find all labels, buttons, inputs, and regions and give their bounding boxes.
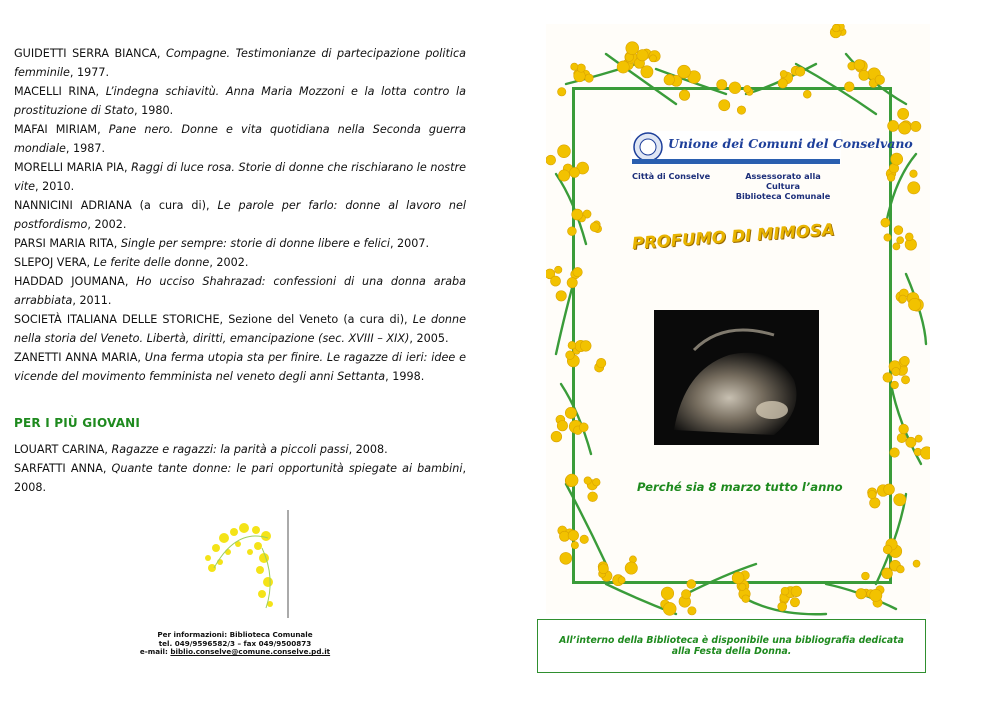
email-prefix: e-mail: [139,647,171,657]
bibliography-entry [14,120,466,158]
entry-year: , 1998. [385,370,425,383]
entry-title: L’indegna schiavitù. Anna Maria Mozzoni e la lotta contro la prostituzione di Stato [14,85,466,117]
bibliography-entry [14,272,466,310]
office-line-2: Biblioteca Comunale [735,191,831,201]
entry-title: Le donne nella storia del Veneto. Libertà, diritti, emancipazione (sec. XVIII – XIX) [14,313,466,345]
entry-year: , 2002. [87,218,127,231]
entry-author: MAFAI MIRIAM, [14,123,109,136]
notice-box [537,619,926,673]
entry-year: , 1987. [65,142,106,155]
cover-photo [654,310,819,445]
entry-year: , 2008. [14,462,466,494]
entry-author: ZANETTI ANNA MARIA, [14,351,145,364]
bibliography-entry [14,158,466,196]
entry-author: SARFATTI ANNA, [14,462,112,475]
bibliography-entry [14,440,466,459]
notice-text: All’interno della Biblioteca è disponibile una bibliografia dedicata alla Festa della Donna. [559,635,904,657]
entry-year: , 1980. [134,104,174,117]
bibliography-entry [14,196,466,234]
entry-title: Quante tante donne: le pari opportunità spiegate ai bambini [111,462,463,475]
entry-author: LOUART CARINA, [14,443,112,456]
entry-author: PARSI MARIA RITA, [14,237,121,250]
entry-title: Ho ucciso Shahrazad: confessioni di una donna araba arrabbiata [14,275,467,307]
entry-author: MORELLI MARIA PIA, [14,161,132,174]
entry-title: Raggi di luce rosa. Storie di donne che rischiarano le nostre vite [14,161,466,193]
bibliography-entry [14,234,466,253]
office-line-1: Assessorato alla Cultura [745,171,821,191]
entry-title: Compagne. Testimonianze di partecipazione politica femminile [14,47,466,79]
entry-author: NANNICINI ADRIANA (a cura di), [14,199,218,212]
entry-author: SLEPOJ VERA, [14,256,94,269]
bibliography-entry [14,348,466,386]
entry-title: Le parole per farlo: donne al lavoro nel postfordismo [14,199,466,231]
entry-title: Pane nero. Donne e vita quotidiana nella Seconda guerra mondiale [14,123,467,155]
contact-line-1: Per informazioni: Biblioteca Comunale [157,630,313,639]
entry-year: , 2010. [35,180,75,193]
young-bibliography-list [14,440,466,497]
entry-author: GUIDETTI SERRA BIANCA, [14,47,166,60]
bibliography-entry [14,310,466,348]
union-banner-strip [632,159,840,164]
cover-tagline: Perché sia 8 marzo tutto l’anno [637,480,843,494]
email-link[interactable]: biblio.conselve@comune.conselve.pd.it [170,647,331,657]
entry-title: Le ferite delle donne [93,256,210,269]
cover-title: PROFUMO DI MIMOSA [631,219,836,253]
entry-year: , 2008. [348,443,388,456]
bibliography-entry [14,253,466,272]
entry-year: , 2005. [409,332,449,345]
office-label [727,171,839,201]
entry-year: , 2011. [72,294,112,307]
bibliography-entry [14,459,466,497]
entry-year: , 1977. [69,66,110,79]
bibliography-entry [14,82,466,120]
entry-author: SOCIETÀ ITALIANA DELLE STORICHE, Sezione del Veneto (a cura di), [14,313,413,326]
young-section-heading: PER I PIÙ GIOVANI [14,416,141,430]
bibliography-column [14,44,466,497]
bibliography-entry [14,44,466,82]
entry-year: , 2007. [389,237,430,250]
entry-title: Una ferma utopia sta per finire. Le ragazze di ieri: idee e vicende del movimento femminista nel veneto degli anni Settanta [14,351,466,383]
entry-title: Single per sempre: storie di donne libere e felici [120,237,390,250]
entry-year: , 2002. [209,256,249,269]
entry-author: HADDAD JOUMANA, [14,275,137,288]
entry-title: Ragazze e ragazzi: la parità a piccoli passi [111,443,349,456]
contact-line-3 [130,648,340,657]
city-label: Città di Conselve [632,171,711,181]
contact-info [130,631,340,657]
entry-author: MACELLI RINA, [14,85,106,98]
contact-line-2: tel. 049/9596582/3 – fax 049/9500873 [158,638,312,648]
mimosa-illustration [186,508,296,620]
bibliography-list [14,44,466,386]
union-name: Unione dei Comuni del Conselvano [668,136,913,151]
